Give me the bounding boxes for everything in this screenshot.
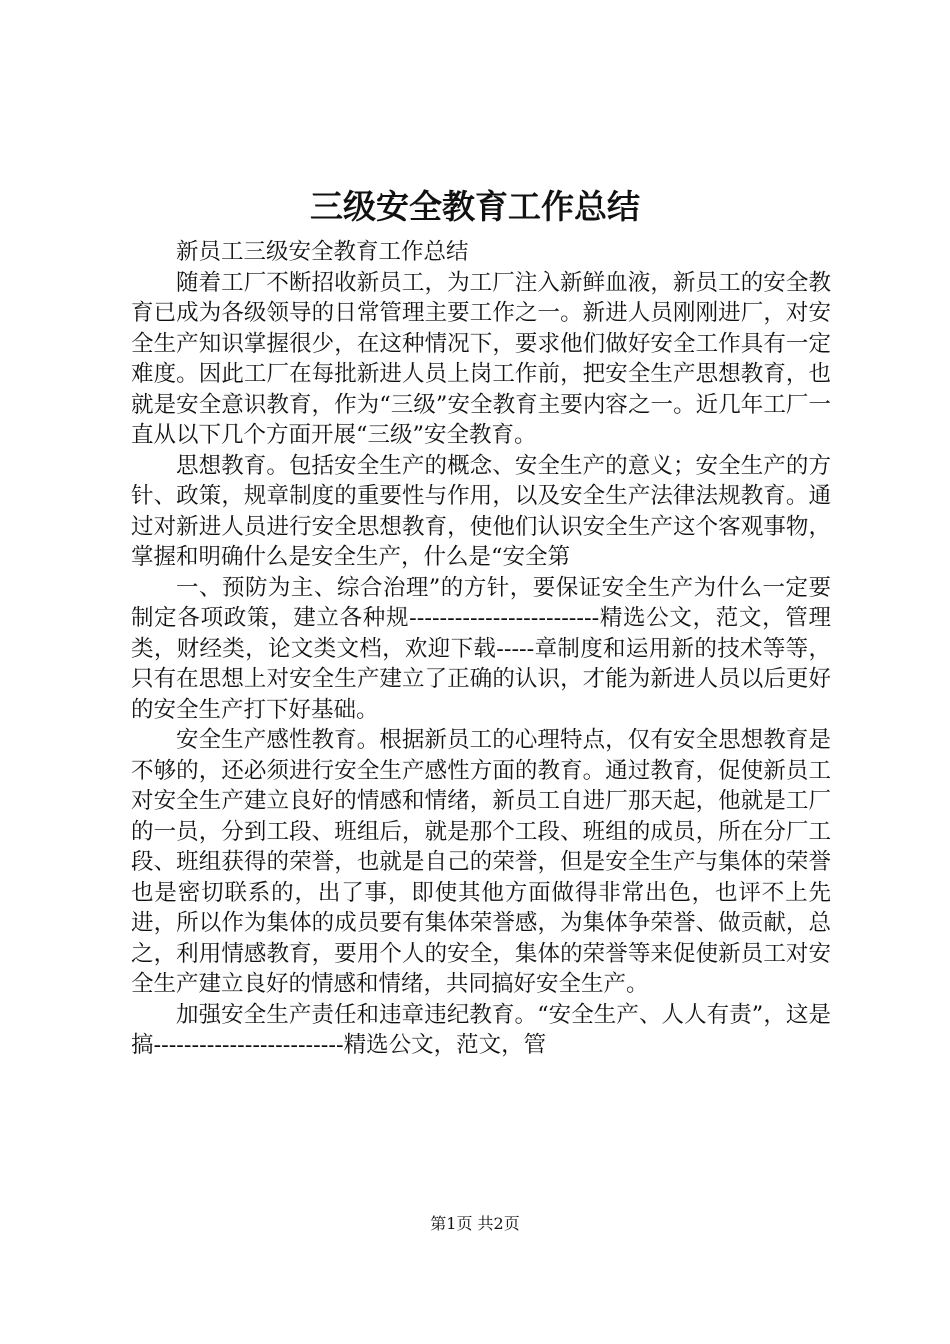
paragraph-perceptual-education: 安全生产感性教育。根据新员工的心理特点，仅有安全思想教育是不够的，还必须进行安全生产感性方面的教育。通过教育，促使新员工对安全生产建立良好的情感和情绪，新员工自进厂那天起，他就是工厂的一员，分到工段、班组后，就是那个工段、班组的成员，所在分厂工段、班组获得的荣誉，也就是自己的荣誉，但是安全生产与集体的荣誉也是密切联系的，出了事，即使其他方面做得非常出色，也评不上先进，所以作为集体的成员要有集体荣誉感，为集体争荣誉、做贡献，总之，利用情感教育，要用个人的安全，集体的荣誉等来促使新员工对安全生产建立良好的情感和情绪，共同搞好安全生产。 [131,727,831,997]
paragraph-subtitle: 新员工三级安全教育工作总结 [176,239,469,265]
document-body [131,237,831,1061]
page-footer: 第1页 共2页 [430,1214,520,1233]
document-title: 三级安全教育工作总结 [310,187,640,226]
paragraph-responsibility-education: 加强安全生产责任和违章违纪教育。“安全生产、人人有责”，这是搞-------------------------精选公文，范文，管 [131,1001,831,1058]
paragraph-ideology-education: 思想教育。包括安全生产的概念、安全生产的意义；安全生产的方针、政策，规章制度的重要性与作用，以及安全生产法律法规教育。通过对新进人员进行安全思想教育，使他们认识安全生产这个客观事物，掌握和明确什么是安全生产，什么是“安全第 [131,452,831,570]
paragraph-intro: 随着工厂不断招收新员工，为工厂注入新鲜血液，新员工的安全教育已成为各级领导的日常管理主要工作之一。新进人员刚刚进厂，对安全生产知识掌握很少，在这种情况下，要求他们做好安全工作具有一定难度。因此工厂在每批新进人员上岗工作前，把安全生产思想教育，也就是安全意识教育，作为“三级”安全教育主要内容之一。近几年工厂一直从以下几个方面开展“三级”安全教育。 [131,269,831,448]
paragraph-prevention-policy: 一、预防为主、综合治理”的方针，要保证安全生产为什么一定要制定各项政策，建立各种规-------------------------精选公文，范文，管理类，财经类，论文类文档，欢迎下载-----章制度和运用新的技术等等，只有在思想上对安全生产建立了正确的认识，才能为新进人员以后更好的安全生产打下好基础。 [131,574,831,723]
